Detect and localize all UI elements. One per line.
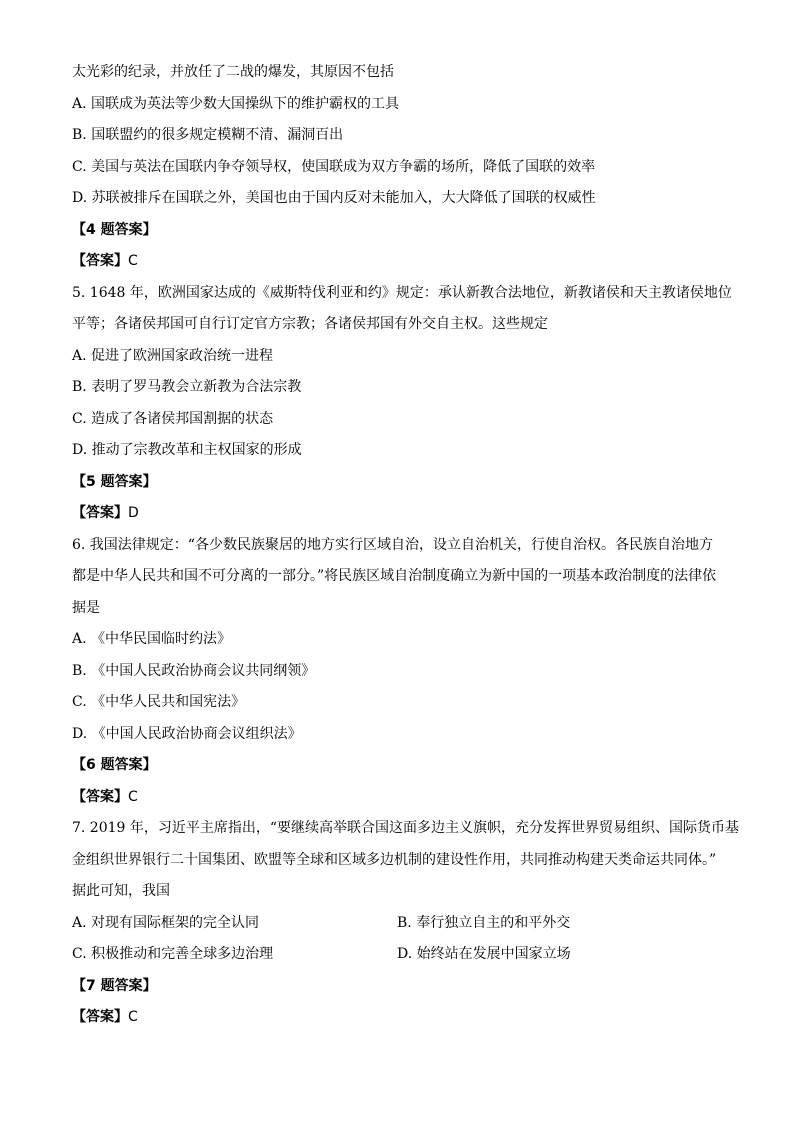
q6-option-d: D. 《中国人民政治协商会议组织法》	[72, 725, 302, 742]
q7-stem-line-1: 7. 2019 年，习近平主席指出，“要继续高举联合国这面多边主义旗帜，充分发挥世界贸易组织、国际货币基	[72, 820, 740, 836]
q7-options-row-2	[72, 944, 722, 964]
q7-option-d: D. 始终站在发展中国家立场	[397, 946, 571, 962]
q4-option-a: A. 国联成为英法等少数大国操纵下的维护霸权的工具	[72, 95, 400, 112]
q4-answer-label: 【答案】	[72, 253, 128, 269]
q5-stem-line-2: 平等；各诸侯邦国可自行订定官方宗教；各诸侯邦国有外交自主权。这些规定	[72, 316, 548, 332]
q7-option-c: C. 积极推动和完善全球多边治理	[72, 946, 274, 962]
q5-answer-line	[72, 503, 722, 523]
q7-answer-value: C	[128, 1009, 138, 1025]
q7-section-tag: 【7 题答案】	[72, 977, 157, 994]
q6-stem-line-1: 6. 我国法律规定：“各少数民族聚居的地方实行区域自治，设立自治机关，行使自治权。各民族自治地方	[72, 536, 713, 553]
q4-section-tag: 【4 题答案】	[72, 221, 157, 238]
q6-option-b: B. 《中国人民政治协商会议共同纲领》	[72, 662, 316, 679]
q5-option-d: D. 推动了宗教改革和主权国家的形成	[72, 442, 302, 458]
q5-option-b: B. 表明了罗马教会立新教为合法宗教	[72, 379, 302, 395]
q6-answer-label: 【答案】	[72, 788, 128, 805]
q5-option-c: C. 造成了各诸侯邦国割据的状态	[72, 410, 274, 427]
q6-stem-line-3: 据是	[72, 599, 100, 616]
q6-stem-line-2: 都是中华人民共和国不可分离的一部分。”将民族区域自治制度确立为新中国的一项基本政治制度的法律依	[72, 568, 717, 584]
q5-option-a: A. 促进了欧洲国家政治统一进程	[72, 347, 274, 364]
q4-option-d: D. 苏联被排斥在国联之外，美国也由于国内反对未能加入，大大降低了国联的权威性	[72, 190, 596, 206]
q4-option-b: B. 国联盟约的很多规定模糊不清、漏洞百出	[72, 127, 344, 143]
q7-answer-label: 【答案】	[72, 1009, 128, 1025]
q6-answer-value: C	[128, 788, 138, 805]
q7-options-row-1	[72, 913, 722, 933]
q4-answer-value: C	[128, 253, 138, 269]
q5-stem-line-1: 5. 1648 年，欧洲国家达成的《威斯特伐利亚和约》规定：承认新教合法地位，新教诸侯和天主教诸侯地位	[72, 284, 732, 301]
q5-answer-label: 【答案】	[72, 505, 128, 521]
q7-stem-line-3: 据此可知，我国	[72, 883, 170, 899]
q7-option-a: A. 对现有国际框架的完全认同	[72, 914, 260, 931]
q5-answer-value: D	[128, 505, 139, 521]
q4-stem-tail: 太光彩的纪录，并放任了二战的爆发，其原因不包括	[72, 64, 394, 80]
q7-option-b: B. 奉行独立自主的和平外交	[397, 914, 571, 931]
q6-section-tag: 【6 题答案】	[72, 757, 157, 773]
q5-section-tag: 【5 题答案】	[72, 473, 157, 490]
q6-option-a: A. 《中华民国临时约法》	[72, 631, 232, 647]
q4-answer-line	[72, 251, 722, 271]
q7-stem-line-2: 金组织世界银行二十国集团、欧盟等全球和区域多边机制的建设性作用，共同推动构建天类命运共同体。”	[72, 851, 717, 868]
q6-answer-line	[72, 787, 722, 807]
q7-answer-line	[72, 1007, 722, 1027]
exam-page	[72, 62, 740, 1039]
q6-option-c: C. 《中华人民共和国宪法》	[72, 694, 246, 710]
q4-option-c: C. 美国与英法在国联内争夺领导权，使国联成为双方争霸的场所，降低了国联的效率	[72, 158, 596, 175]
